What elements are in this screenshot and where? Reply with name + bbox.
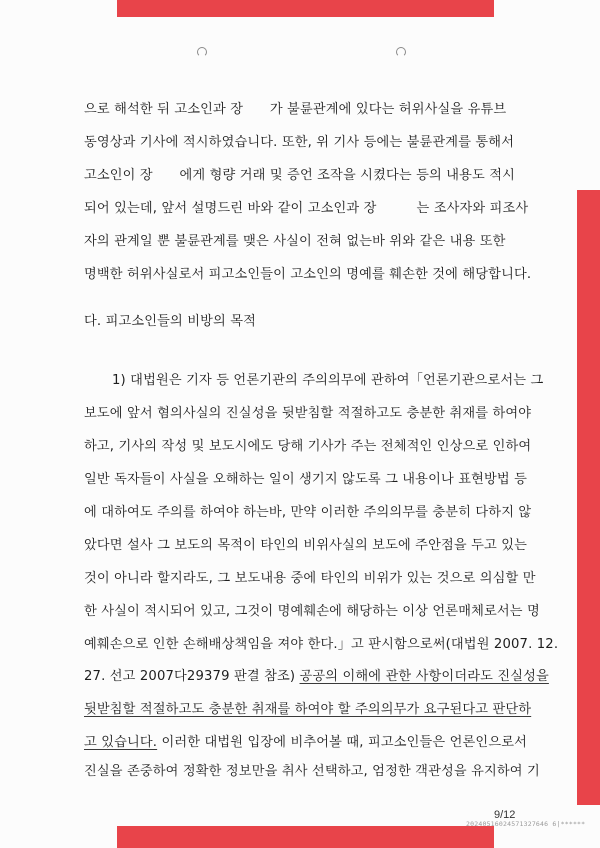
underlined-emphasis: 고 있습니다. bbox=[84, 735, 158, 750]
body-line: 1) 대법원은 기자 등 언론기관의 주의의무에 관하여「언론기관으로서는 그 bbox=[112, 373, 544, 388]
underlined-emphasis: 뒷받침할 적절하고도 충분한 취재를 하여야 할 주의의무가 요구된다고 판단하 bbox=[84, 702, 532, 717]
body-line-mixed bbox=[84, 700, 532, 720]
red-edge-bar-top bbox=[117, 0, 494, 17]
body-line: 되어 있는데, 앞서 설명드린 바와 같이 고소인과 장 는 조사자와 피조사 bbox=[84, 201, 529, 216]
body-text: 이러한 대법원 입장에 비추어볼 때, 피고소인들은 언론인으로서 bbox=[157, 735, 527, 750]
body-line-mixed bbox=[84, 733, 527, 753]
body-line: 일반 독자들이 사실을 오해하는 일이 생기지 않도록 그 내용이나 표현방법 등 bbox=[84, 472, 527, 487]
citation-text: 27. 선고 2007다29379 판결 참조) bbox=[84, 669, 296, 684]
body-line: 것이 아니라 할지라도, 그 보도내용 중에 타인의 비위가 있는 것으로 의심할 만 bbox=[84, 571, 536, 586]
body-line: 고소인이 장 에게 형량 거래 및 증언 조작을 시켰다는 등의 내용도 적시 bbox=[84, 168, 515, 183]
body-line: 하고, 기사의 작성 및 보도시에도 당해 기사가 주는 전체적인 인상으로 인하여 bbox=[84, 439, 532, 454]
body-line: 으로 해석한 뒤 고소인과 장 가 불륜관계에 있다는 허위사실을 유튜브 bbox=[84, 102, 507, 117]
body-line: 한 사실이 적시되어 있고, 그것이 명예훼손에 해당하는 이상 언론매체로서는 명 bbox=[84, 604, 540, 619]
punch-hole-left-icon bbox=[197, 47, 207, 57]
red-edge-bar-bottom bbox=[117, 826, 494, 848]
body-line: 예훼손으로 인한 손해배상책임을 져야 한다.」고 판시함으로써(대법원 2007. 12. bbox=[84, 637, 559, 652]
body-line: 명백한 허위사실로서 피고소인들이 고소인의 명예를 훼손한 것에 해당합니다. bbox=[84, 267, 532, 282]
body-line: 자의 관계일 뿐 불륜관계를 맺은 사실이 전혀 없는바 위와 같은 내용 또한 bbox=[84, 234, 506, 249]
body-line: 진실을 존중하여 정확한 정보만을 취사 선택하고, 엄정한 객관성을 유지하여 기 bbox=[84, 764, 540, 779]
document-id: 20240516024571327646 6|****** bbox=[466, 820, 586, 828]
body-line: 보도에 앞서 혐의사실의 진실성을 뒷받침할 적절하고도 충분한 취재를 하여야 bbox=[84, 406, 532, 421]
punch-hole-right-icon bbox=[396, 47, 406, 57]
body-line: 동영상과 기사에 적시하였습니다. 또한, 위 기사 등에는 불륜관계를 통해서 bbox=[84, 135, 515, 150]
body-line: 에 대하여도 주의를 하여야 하는바, 만약 이러한 주의의무를 충분히 다하지 않 bbox=[84, 505, 532, 520]
body-line-mixed bbox=[84, 667, 549, 687]
section-heading: 다. 피고소인들의 비방의 목적 bbox=[84, 314, 257, 329]
body-line: 았다면 설사 그 보도의 목적이 타인의 비위사실의 보도에 주안점을 두고 있는 bbox=[84, 538, 527, 553]
red-edge-bar-right bbox=[577, 190, 600, 805]
page-number: 9/12 bbox=[494, 809, 516, 821]
underlined-emphasis: 공공의 이해에 관한 사항이더라도 진실성을 bbox=[299, 669, 549, 684]
